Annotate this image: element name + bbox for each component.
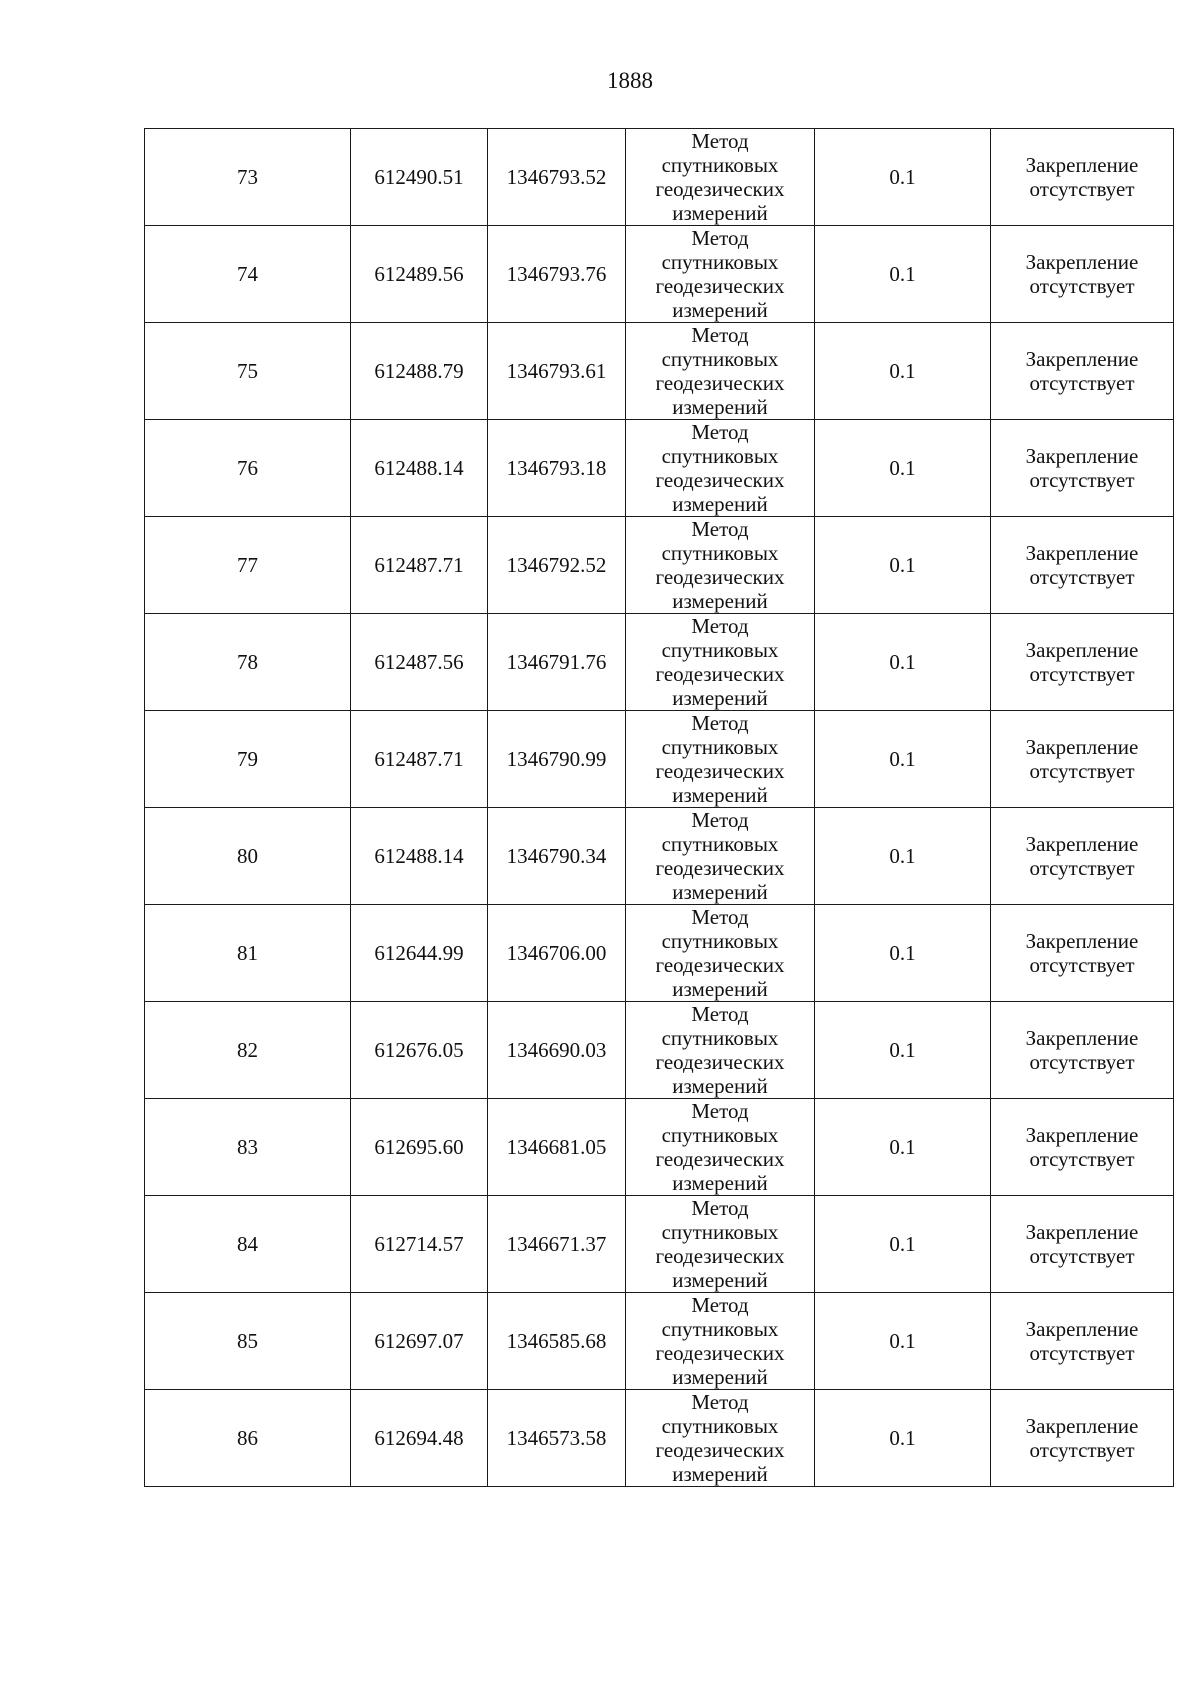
method-cell-text: Метод спутниковых геодезических измерений	[655, 1002, 785, 1098]
table-row	[145, 1196, 1174, 1293]
y-coordinate-cell: 1346790.34	[488, 808, 626, 905]
fixation-cell	[991, 517, 1174, 614]
fixation-cell-text: Закрепление отсутствует	[1025, 1123, 1139, 1171]
method-cell	[626, 129, 815, 226]
method-cell	[626, 420, 815, 517]
table-row	[145, 1099, 1174, 1196]
x-coordinate-cell: 612695.60	[351, 1099, 488, 1196]
x-coordinate-cell: 612489.56	[351, 226, 488, 323]
fixation-cell-text: Закрепление отсутствует	[1025, 735, 1139, 783]
fixation-cell-text: Закрепление отсутствует	[1025, 153, 1139, 201]
fixation-cell-text: Закрепление отсутствует	[1025, 929, 1139, 977]
point-number-cell: 78	[145, 614, 351, 711]
fixation-cell-text: Закрепление отсутствует	[1025, 347, 1139, 395]
method-cell	[626, 226, 815, 323]
table-row	[145, 517, 1174, 614]
method-cell-text: Метод спутниковых геодезических измерений	[655, 905, 785, 1001]
x-coordinate-cell: 612644.99	[351, 905, 488, 1002]
fixation-cell	[991, 1390, 1174, 1487]
fixation-cell	[991, 1293, 1174, 1390]
method-cell	[626, 711, 815, 808]
fixation-cell-text: Закрепление отсутствует	[1025, 832, 1139, 880]
table-row	[145, 614, 1174, 711]
accuracy-cell: 0.1	[815, 1390, 991, 1487]
y-coordinate-cell: 1346793.61	[488, 323, 626, 420]
method-cell-text: Метод спутниковых геодезических измерений	[655, 1390, 785, 1486]
table-row	[145, 323, 1174, 420]
method-cell-text: Метод спутниковых геодезических измерений	[655, 226, 785, 322]
method-cell-text: Метод спутниковых геодезических измерений	[655, 129, 785, 225]
y-coordinate-cell: 1346573.58	[488, 1390, 626, 1487]
point-number-cell: 82	[145, 1002, 351, 1099]
fixation-cell	[991, 614, 1174, 711]
x-coordinate-cell: 612697.07	[351, 1293, 488, 1390]
point-number-cell: 84	[145, 1196, 351, 1293]
method-cell	[626, 1099, 815, 1196]
fixation-cell	[991, 1196, 1174, 1293]
y-coordinate-cell: 1346585.68	[488, 1293, 626, 1390]
method-cell-text: Метод спутниковых геодезических измерений	[655, 1099, 785, 1195]
method-cell	[626, 614, 815, 711]
fixation-cell	[991, 711, 1174, 808]
point-number-cell: 79	[145, 711, 351, 808]
table-row	[145, 711, 1174, 808]
x-coordinate-cell: 612714.57	[351, 1196, 488, 1293]
method-cell-text: Метод спутниковых геодезических измерений	[655, 808, 785, 904]
accuracy-cell: 0.1	[815, 905, 991, 1002]
table-row	[145, 226, 1174, 323]
point-number-cell: 73	[145, 129, 351, 226]
fixation-cell-text: Закрепление отсутствует	[1025, 1414, 1139, 1462]
y-coordinate-cell: 1346793.18	[488, 420, 626, 517]
accuracy-cell: 0.1	[815, 517, 991, 614]
fixation-cell-text: Закрепление отсутствует	[1025, 1026, 1139, 1074]
method-cell	[626, 323, 815, 420]
method-cell	[626, 1002, 815, 1099]
point-number-cell: 83	[145, 1099, 351, 1196]
y-coordinate-cell: 1346793.52	[488, 129, 626, 226]
accuracy-cell: 0.1	[815, 226, 991, 323]
x-coordinate-cell: 612487.71	[351, 517, 488, 614]
method-cell-text: Метод спутниковых геодезических измерений	[655, 1196, 785, 1292]
accuracy-cell: 0.1	[815, 323, 991, 420]
method-cell	[626, 1196, 815, 1293]
point-number-cell: 74	[145, 226, 351, 323]
y-coordinate-cell: 1346671.37	[488, 1196, 626, 1293]
x-coordinate-cell: 612488.14	[351, 420, 488, 517]
accuracy-cell: 0.1	[815, 1293, 991, 1390]
fixation-cell	[991, 323, 1174, 420]
coordinates-table	[144, 128, 1174, 1487]
point-number-cell: 85	[145, 1293, 351, 1390]
x-coordinate-cell: 612490.51	[351, 129, 488, 226]
fixation-cell	[991, 129, 1174, 226]
method-cell	[626, 808, 815, 905]
fixation-cell	[991, 808, 1174, 905]
x-coordinate-cell: 612488.79	[351, 323, 488, 420]
table-row	[145, 420, 1174, 517]
fixation-cell	[991, 905, 1174, 1002]
y-coordinate-cell: 1346690.03	[488, 1002, 626, 1099]
fixation-cell-text: Закрепление отсутствует	[1025, 250, 1139, 298]
accuracy-cell: 0.1	[815, 1196, 991, 1293]
fixation-cell-text: Закрепление отсутствует	[1025, 1220, 1139, 1268]
method-cell-text: Метод спутниковых геодезических измерений	[655, 614, 785, 710]
fixation-cell	[991, 226, 1174, 323]
method-cell	[626, 1390, 815, 1487]
y-coordinate-cell: 1346793.76	[488, 226, 626, 323]
fixation-cell-text: Закрепление отсутствует	[1025, 638, 1139, 686]
accuracy-cell: 0.1	[815, 614, 991, 711]
fixation-cell-text: Закрепление отсутствует	[1025, 1317, 1139, 1365]
point-number-cell: 75	[145, 323, 351, 420]
fixation-cell	[991, 1099, 1174, 1196]
method-cell-text: Метод спутниковых геодезических измерений	[655, 1293, 785, 1389]
x-coordinate-cell: 612487.71	[351, 711, 488, 808]
fixation-cell-text: Закрепление отсутствует	[1025, 444, 1139, 492]
y-coordinate-cell: 1346792.52	[488, 517, 626, 614]
accuracy-cell: 0.1	[815, 808, 991, 905]
x-coordinate-cell: 612487.56	[351, 614, 488, 711]
table-row	[145, 808, 1174, 905]
coordinates-table-body	[145, 129, 1174, 1487]
method-cell-text: Метод спутниковых геодезических измерений	[655, 420, 785, 516]
method-cell-text: Метод спутниковых геодезических измерений	[655, 517, 785, 613]
accuracy-cell: 0.1	[815, 420, 991, 517]
y-coordinate-cell: 1346790.99	[488, 711, 626, 808]
x-coordinate-cell: 612676.05	[351, 1002, 488, 1099]
point-number-cell: 81	[145, 905, 351, 1002]
fixation-cell	[991, 1002, 1174, 1099]
table-row	[145, 129, 1174, 226]
fixation-cell	[991, 420, 1174, 517]
table-row	[145, 905, 1174, 1002]
x-coordinate-cell: 612488.14	[351, 808, 488, 905]
x-coordinate-cell: 612694.48	[351, 1390, 488, 1487]
y-coordinate-cell: 1346791.76	[488, 614, 626, 711]
accuracy-cell: 0.1	[815, 1099, 991, 1196]
method-cell-text: Метод спутниковых геодезических измерений	[655, 323, 785, 419]
point-number-cell: 76	[145, 420, 351, 517]
point-number-cell: 86	[145, 1390, 351, 1487]
method-cell	[626, 905, 815, 1002]
y-coordinate-cell: 1346706.00	[488, 905, 626, 1002]
point-number-cell: 80	[145, 808, 351, 905]
point-number-cell: 77	[145, 517, 351, 614]
method-cell	[626, 1293, 815, 1390]
method-cell	[626, 517, 815, 614]
accuracy-cell: 0.1	[815, 129, 991, 226]
accuracy-cell: 0.1	[815, 711, 991, 808]
page-number: 1888	[607, 68, 653, 93]
table-row	[145, 1293, 1174, 1390]
y-coordinate-cell: 1346681.05	[488, 1099, 626, 1196]
table-row	[145, 1390, 1174, 1487]
method-cell-text: Метод спутниковых геодезических измерений	[655, 711, 785, 807]
accuracy-cell: 0.1	[815, 1002, 991, 1099]
table-row	[145, 1002, 1174, 1099]
fixation-cell-text: Закрепление отсутствует	[1025, 541, 1139, 589]
